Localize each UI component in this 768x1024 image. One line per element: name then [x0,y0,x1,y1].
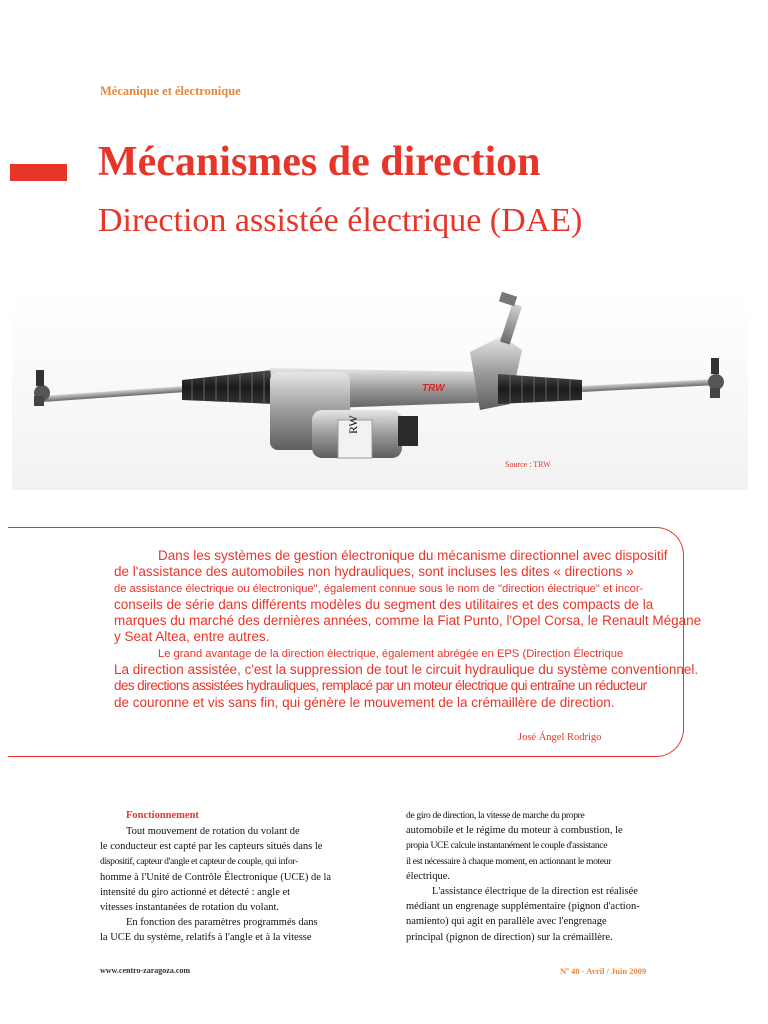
left-bellows-boot [182,370,274,404]
right-tie-rod [582,358,724,398]
intro-line: marques du marché des dernières années, comme la Fiat Punto, l'Opel Corsa, le Renault Mégane [114,613,702,629]
body-line: il est nécessaire à chaque moment, en actionnant le moteur [406,855,612,867]
body-line: automobile et le régime du moteur à combustion, le [406,825,623,837]
body-column-right [406,808,676,945]
intro-text [114,548,702,711]
body-line: L'assistance électrique de la direction est réalisée [432,886,638,898]
body-line: électrique. [406,870,451,882]
body-line: le conducteur est capté par les capteurs situés dans le [100,841,323,853]
electric-motor [312,410,418,458]
intro-line: de l'assistance des automobiles non hydrauliques, sont incluses les dites « directions » [114,564,634,580]
intro-line: de assistance électrique ou électronique", également connue sous le nom de "direction électrique" et incor- [114,582,644,595]
steering-rack-illustration [12,292,748,490]
body-line: propia UCE calcule instantanément le couple d'assistance [406,840,608,852]
section-heading: Fonctionnement [126,810,199,821]
body-line: principal (pignon de direction) sur la crémaillère. [406,931,613,943]
intro-line: y Seat Altea, entre autres. [114,629,270,645]
author-name: José Ángel Rodrigo [518,732,602,743]
body-line: la UCE du système, relatifs à l'angle et à la vitesse [100,932,312,944]
page-title: Mécanismes de direction [98,139,541,185]
footer-issue-number: Nº 40 - Avril / Juin 2009 [560,966,647,976]
steering-rack-photo [12,292,748,490]
left-tie-rod [34,370,182,406]
page-subtitle: Direction assistée électrique (DAE) [98,202,583,239]
body-line: Tout mouvement de rotation du volant de [126,826,300,837]
intro-line: Le grand avantage de la direction électrique, également abrégée en EPS (Direction Électrique [158,647,624,660]
section-label: Mécanique et électronique [100,84,241,98]
intro-line: conseils de série dans différents modèles du segment des utilitaires et des compacts de la [114,596,654,612]
body-line: homme à l'Unité de Contrôle Électronique (UCE) de la [100,871,332,883]
body-line: En fonction des paramètres programmés dans [126,917,318,929]
photo-source-credit: Source : TRW [505,460,551,469]
right-bellows-boot [498,374,582,404]
intro-line: des directions assistées hydrauliques, remplacé par un moteur électrique qui entraîne un réducteur [114,678,647,694]
body-line: vitesses instantanées de rotation du volant. [100,902,280,914]
motor-logo: RW [346,415,360,434]
red-accent-bar [10,164,67,181]
intro-line: La direction assistée, c'est la suppression de tout le circuit hydraulique du système conventionnel. [114,662,699,678]
trw-logo: TRW [422,383,445,394]
intro-line: Dans les systèmes de gestion électronique du mécanisme directionnel avec dispositif [158,548,668,563]
body-line: intensité du giro actionné et détecté : angle et [100,886,291,898]
body-line: namiento) qui agit en parallèle avec l'engrenage [406,916,607,928]
body-line: médiant un engrenage supplémentaire (pignon d'action- [406,901,640,913]
intro-line: de couronne et vis sans fin, qui génère le mouvement de la crémaillère de direction. [114,694,615,710]
body-column-left [100,808,375,946]
body-line: dispositif, capteur d'angle et capteur de couple, qui infor- [100,856,298,868]
footer-website-link[interactable]: www.centro-zaragoza.com [100,966,191,975]
body-line: de giro de direction, la vitesse de marche du propre [406,810,585,821]
